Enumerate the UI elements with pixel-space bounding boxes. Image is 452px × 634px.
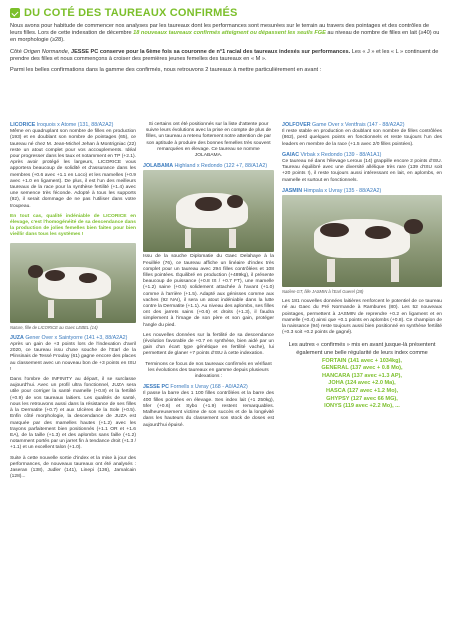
intro-section bbox=[10, 23, 442, 74]
jolfover-paragraph-1: Il reste stable en production en doublant son nombre de filles contrôlées (862), perd quelques points en fonctionnels et reste toujours l'un des leaders en membre de la race (+1.5 avec 2/0 filles pointées). bbox=[282, 129, 442, 147]
cow-leg bbox=[48, 300, 54, 318]
intro-bold: JESSE PC conserve pour la 6ème fois sa couronne de n°1 racial des taureaux indexés sur performances. bbox=[70, 48, 351, 55]
bull-pedigree: Virbak x Redondo (139 - 88/A1A1) bbox=[299, 151, 382, 158]
photo-jolabama-cow bbox=[143, 170, 274, 252]
cow-head bbox=[28, 265, 43, 278]
intro-text: Les « J » et les « L » continuent de prendre des filles et nous commençons à croiser des premières jeunes femelles des taureaux en « M ». bbox=[10, 48, 439, 62]
juza-paragraph-3: Suite à cette nouvelle sortie d'index et la mise à jour des performances, de nouveaux taureaux ont été analysés : Jaseran (138), Judler (141), Linepi (136), Jamalcain (128)... bbox=[10, 455, 136, 480]
intro-text: , bbox=[67, 48, 71, 55]
bull-name: JOLFOVER bbox=[282, 122, 311, 128]
jasmin-paragraph-1: Les 181 nouvelles données laitières renforcent le potentiel de ce taureau né au Gaec du Pré Normande à Rambures (80). Les 52 nouveaux pointages, permettent à JASMIN de reprendre +0.2 en ligament et en mamelle (+0.4) ainsi que +0.1 points en aplombs (+0.8). Ce champion de la naissance (94) reste toujours aussi bien positionné en synthèse fertilité (+0.3 soit +0.2 points de gagné). bbox=[282, 299, 442, 336]
bull-name: JASMIN bbox=[282, 187, 303, 194]
photo-caption-1: Nature, fille de LICORICE au Gaec LEBEL (14) bbox=[10, 324, 98, 330]
juza-paragraph-2: Dans l'ombre de INFINITY au départ, il se surclasse aujourd'hui. Avec un profil ultra fonctionnel, JUZA sera utile pour corriger la santé mamelle (+0.8) et la fertilité (+0.9) de vos taureaux laitiers. Les qualités de santé, nous les retrouvons aussi dans la résistance de ses filles à la Dermatite (+0.7) et aux Ulcères de la Sole (+0.5). Enfin côté morphologie, la descendance de JUZA est marquée par des mamelles hautes (+1.2) avec les trayons parfaitement bien positionnés (+1.1 OR et +1.6 EA), de la taille (+1.3) et des aplombs sans faille (+1.2) notamment portés par un jarret fin à tendance droit (+1.3 / +1.1) et un excellent talon (+1.0). bbox=[10, 377, 136, 451]
bull-pedigree: Gener Over x Saintyorre (141 +3, 88/A2A2) bbox=[23, 334, 128, 341]
transition-paragraph: Terminons ce focus de nos taureaux confirmés en vérifiant les évolutions des taureaux en gamme depuis plusieurs indexations : bbox=[145, 361, 272, 380]
columns bbox=[10, 122, 442, 627]
intro-paragraph-1 bbox=[10, 23, 442, 45]
section-title-jasmin bbox=[282, 188, 442, 194]
check-icon bbox=[10, 8, 20, 18]
bull-name: GAIAC bbox=[282, 151, 300, 158]
licorice-paragraph-1: Même en quadruplant son nombre de filles en production (193) et en doublant son nombre de pointages (65), ce taureau né chez M. Jean-Michel Jehan à Montrigniac (22) reste un atout complet pour vos accouplements. Idéal pour progresser dans les taux et notamment en TP (+2.1). Après avoir protégé les largeurs, LICORICE vous apportera beaucoup de solidité et d'assurance dans les membres (+0.6 avec +1.1 en Loco) et les mamelles (+0.9 avec +1.0 en ligament). De plus, il est l'un des meilleurs taureaux de la race pour la synthèse fertilité (+1.4) avec une semence très féconde. Adopté à tous les supports (92), il serait dommage de ne pas l'utiliser dans votre troupeau. bbox=[10, 129, 136, 209]
jolabama-intro: Si certains ont été positionnés sur la liste d'attente pour suivre leurs évolutions avec la prise en compte de plus de filles, un taureau a retenu fortement notre attention de par son aptitude à produire des bonnes femelles très souvent remarquées en élevage. Ce taureau se nomme JOLABAMA. bbox=[145, 122, 272, 159]
page-title: DU COTÉ DES TAUREAUX CONFIRMÉS bbox=[24, 7, 238, 19]
intro-text: Côté bbox=[10, 48, 24, 55]
licorice-paragraph-2: En tout cas, qualité indéniable de LICORICE en élevage, c'est l'homogénéité de sa descendance dans la production de jolies femelles bien faites pour bien vieillir dans tous les systèmes ! bbox=[10, 213, 136, 238]
other-confirmed-intro: Les autres « confirmés » mis en avant jusque-là présentent également une belle régularité de leurs index comme bbox=[288, 342, 436, 357]
bull-name: JOLABAMA bbox=[143, 163, 174, 170]
bull-pedigree: Fornells x Uvray (168 - A0/A2A2) bbox=[168, 384, 248, 391]
juza-paragraph-1: Après un gain de +3 points lors de l'indexation d'avril 2020, ce taureau issu d'une souche de l'Earl de la Plinsinais de Tessé Froulay (61) gagne encore des places au classement avec un nouveau bon de +3 points en ISU ! bbox=[10, 342, 136, 372]
cow-leg bbox=[229, 229, 236, 247]
bull-name: JUZA bbox=[10, 334, 24, 341]
jolabama-paragraph-2: Les nouvelles données sur la fertilité de sa descendance (évolution favorable de +0.7 en synthèse, bien aidé par un gain d'un écart type génétique en fertilité vache), lui permettent de glaner +7 points d'ISU à cette indexation. bbox=[143, 332, 274, 357]
section-title-juza bbox=[10, 335, 136, 341]
photo-jasmin-cow bbox=[282, 195, 442, 287]
bull-pedigree: Iroquois x Atome (131, 88/A2A2) bbox=[35, 122, 114, 128]
confirmed-item: GENERAL (137 avec + 0.8 Mo), bbox=[321, 365, 403, 372]
title-bar bbox=[10, 6, 442, 20]
jolabama-paragraph-1: Issu de la souche Diplomatie du Gaec Delahaye à la Feuillée (76), ce taureau affiche un linéaire d'index très complet pour un taureau avec 294 filles contrôlées et 108 filles pointées. Équilibré en production (+489kg), il présente beaucoup de puissance (+0.8 IS / +0.7 FT), une mamelle (+1.2) saine (+0.5) solidement attachée à l'avant (+1.0) comme à l'arrière (+1.5). Adapté aux génisses comme aux vaches (92 NAI), il sera un atout indéniable dans la lutte contre la Dermatite (+1.1). Au niveau des aplombs, ses filles ont des jarrets sains (+0.6) et droits (+1.3), il faudra simplement à l'image de son père et son gain, protéger l'angle du pied. bbox=[143, 254, 274, 328]
confirmed-item: IONYS (119 avec +2.2 Mo), ... bbox=[324, 403, 400, 410]
section-title-licorice bbox=[10, 122, 136, 128]
other-confirmed-box bbox=[282, 342, 442, 410]
cow-patch bbox=[195, 197, 221, 212]
bull-pedigree: Himpala x Uvray (135 - 88/A2A2) bbox=[302, 187, 382, 194]
bull-pedigree: Game Over x Ventfrais (147 - 88/A2A2) bbox=[310, 122, 405, 128]
bull-pedigree: Highland x Redondo (122 +7, 88/A1A2) bbox=[173, 163, 268, 170]
confirmed-item: GHYPSY (127 avec 66 MG), bbox=[326, 395, 398, 402]
intro-text: Nous avons pour habitude de commencer nos analyses par les taureaux dont les performances sont mesurées sur le terrain au travers des pointages et des contrôles de leurs filles. Lors de cette indexation de décembre bbox=[10, 23, 430, 37]
section-title-gaiac bbox=[282, 152, 442, 158]
photo-caption-3: Natière GT, fille JASMIN à l'Earl Guerel (28) bbox=[282, 289, 364, 295]
section-title-jolfover bbox=[282, 122, 442, 128]
cow-patch bbox=[365, 226, 391, 239]
cow-leg bbox=[327, 259, 335, 281]
cow-head bbox=[404, 219, 423, 234]
cow-head bbox=[227, 195, 243, 208]
intro-italic: Origen Normande bbox=[23, 48, 68, 55]
gaiac-paragraph-1: Ce taureau né dans l'élevage Leroux (14) grappille encore 2 points d'ISU. Taureau équilibré avec une diversité allélique très rare (139 d'ISU soit +20 points !), il reste toujours aussi intéressant en lait, en aplombs, en mamelle et surtout en fonctionnels. bbox=[282, 159, 442, 183]
photo-nature-cow bbox=[10, 243, 136, 323]
bull-name: LICORICE bbox=[10, 122, 36, 128]
cow-patch bbox=[79, 273, 97, 283]
intro-text: au niveau de nombre de filles en lait (≥40) ou en morphologie (≥28). bbox=[10, 30, 440, 44]
column-3 bbox=[282, 122, 442, 411]
intro-highlight: 18 nouveaux taureaux confirmés atteignent ou dépassent les seuils FGE bbox=[133, 30, 326, 37]
cow-leg bbox=[185, 229, 192, 247]
cow-leg bbox=[96, 300, 102, 318]
cow-leg bbox=[391, 259, 399, 281]
section-title-jesse bbox=[143, 384, 274, 390]
confirmed-item: HANCARA (137 avec +1.3 AP), bbox=[322, 372, 402, 379]
intro-paragraph-2 bbox=[10, 49, 442, 63]
section-title-jolabama bbox=[143, 163, 274, 169]
bull-name: JESSE PC bbox=[143, 384, 169, 391]
column-1 bbox=[10, 122, 136, 484]
confirmed-item: FORTAIN (141 avec + 1034kg), bbox=[322, 357, 402, 364]
column-2 bbox=[143, 122, 274, 433]
intro-paragraph-3: Parmi les belles confirmations dans la gamme des confirmés, nous retrouvons 2 taureaux à mettre particulièrement en avant : bbox=[10, 67, 322, 74]
jesse-paragraph-1: Il passe la barre des 1 100 filles contrôlées et la barre des 400 filles pointées en élevage. Ses index lait (+1 250kg), 5fer (+0.6) et Sybo (+1.9) restent remarquables. Malheureusement victime de son succès et de la longévité dans les hauteurs du classement son stock de doses est aujourd'hui épuisé. bbox=[143, 391, 274, 428]
confirmed-item: HASCA (127 avec +1.2 Mo), bbox=[325, 388, 399, 395]
confirmed-item: JOHA (124 avec +2.0 Ma), bbox=[328, 380, 396, 387]
